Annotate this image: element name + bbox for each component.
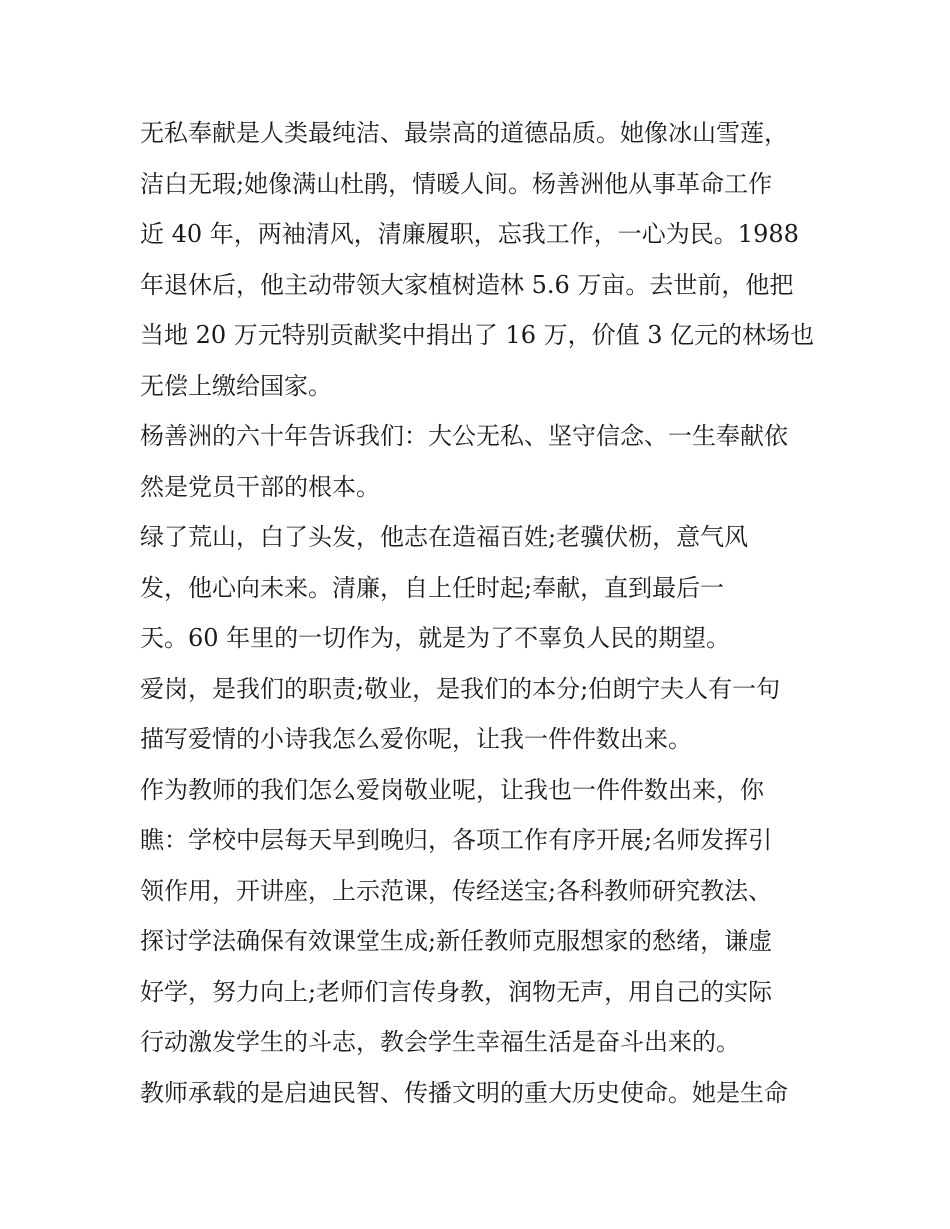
text-line: 瞧：学校中层每天早到晚归，各项工作有序开展;名师发挥引 (140, 826, 773, 854)
text-line: 绿了荒山，白了头发，他志在造福百姓;老骥伏枥，意气风 (140, 523, 749, 551)
text-line: 洁白无瑕;她像满山杜鹃，情暖人间。杨善洲他从事革命工作 (140, 169, 773, 198)
text-line: 好学，努力向上;老师们言传身教，润物无声，用自己的实际 (140, 977, 773, 1006)
text-line: 杨善洲的六十年告诉我们：大公无私、坚守信念、一生奉献依 (140, 422, 788, 450)
text-line: 教师承载的是启迪民智、传播文明的重大历史使命。她是生命 (140, 1078, 788, 1107)
text-line: 年退休后，他主动带领大家植树造林 5.6 万亩。去世前，他把 (140, 270, 794, 299)
text-line: 探讨学法确保有效课堂生成;新任教师克服想家的愁绪，谦虚 (140, 927, 773, 955)
document-body (140, 108, 830, 1118)
text-line: 然是党员干部的根本。 (140, 472, 380, 501)
text-line: 无偿上缴给国家。 (140, 371, 332, 400)
text-line: 描写爱情的小诗我怎么爱你呢，让我一件件数出来。 (140, 725, 692, 753)
text-line: 爱岗，是我们的职责;敬业，是我们的本分;伯朗宁夫人有一句 (140, 674, 781, 703)
text-line: 发，他心向未来。清廉，自上任时起;奉献，直到最后一 (140, 573, 725, 602)
text-line: 天。60 年里的一切作为，就是为了不辜负人民的期望。 (140, 624, 731, 652)
text-line: 近 40 年，两袖清风，清廉履职，忘我工作，一心为民。1988 (140, 220, 799, 248)
text-line: 当地 20 万元特别贡献奖中捐出了 16 万，价值 3 亿元的林场也 (140, 321, 815, 349)
text-line: 领作用，开讲座，上示范课，传经送宝;各科教师研究教法、 (140, 876, 773, 905)
text-line: 作为教师的我们怎么爱岗敬业呢，让我也一件件数出来，你 (140, 775, 764, 804)
text-line: 行动激发学生的斗志，教会学生幸福生活是奋斗出来的。 (140, 1028, 740, 1056)
text-line: 无私奉献是人类最纯洁、最崇高的道德品质。她像冰山雪莲， (140, 119, 788, 147)
